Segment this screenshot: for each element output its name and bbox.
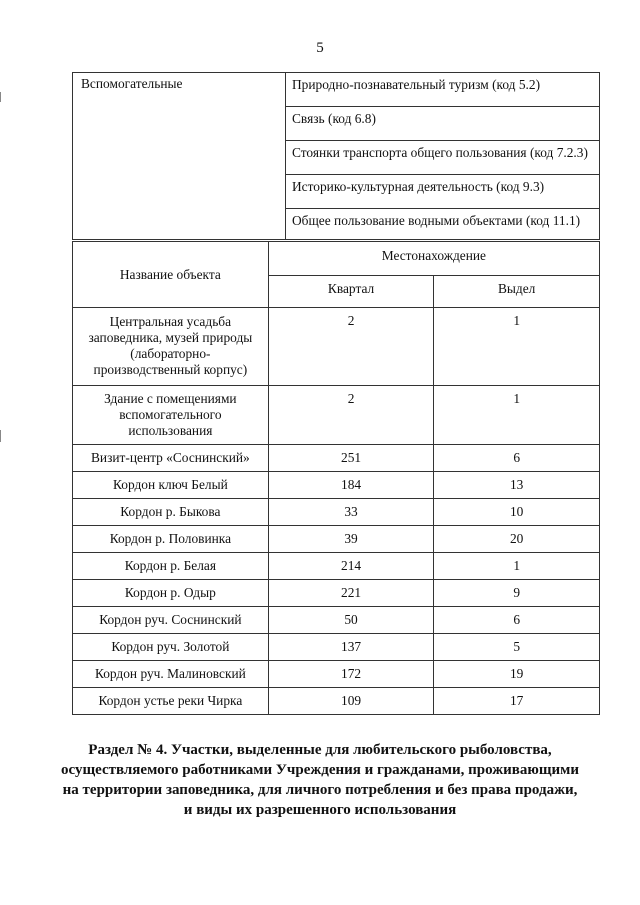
object-quarter: 251 — [268, 445, 434, 472]
object-quarter: 2 — [268, 386, 434, 445]
use-item: Общее пользование водными объектами (код 11.1) — [286, 209, 600, 240]
table-row — [73, 499, 600, 526]
object-section: 6 — [434, 445, 600, 472]
object-section: 19 — [434, 661, 600, 688]
object-quarter: 221 — [268, 580, 434, 607]
table-row — [73, 73, 600, 107]
scan-edge-mark — [0, 92, 1, 102]
table-header-row — [73, 242, 600, 276]
object-section: 9 — [434, 580, 600, 607]
object-name: Здание с помещениями вспомогательного использования — [73, 386, 269, 445]
table-row — [73, 553, 600, 580]
object-name: Кордон устье реки Чирка — [73, 688, 269, 715]
object-name: Кордон р. Половинка — [73, 526, 269, 553]
object-quarter: 137 — [268, 634, 434, 661]
use-item: Связь (код 6.8) — [286, 107, 600, 141]
table-row — [73, 688, 600, 715]
object-name: Кордон руч. Золотой — [73, 634, 269, 661]
object-name: Кордон р. Быкова — [73, 499, 269, 526]
object-name: Центральная усадьба заповедника, музей природы (лабораторно-производственный корпус) — [73, 308, 269, 386]
object-section: 10 — [434, 499, 600, 526]
object-name: Кордон р. Белая — [73, 553, 269, 580]
object-section: 1 — [434, 308, 600, 386]
object-quarter: 33 — [268, 499, 434, 526]
table-row — [73, 386, 600, 445]
object-quarter: 109 — [268, 688, 434, 715]
object-quarter: 39 — [268, 526, 434, 553]
use-group-cell: Вспомогательные — [73, 73, 286, 240]
object-section: 6 — [434, 607, 600, 634]
section-heading-line: Раздел № 4. Участки, выделенные для любительского рыболовства, — [88, 742, 552, 758]
section-heading-line: на территории заповедника, для личного потребления и без права продажи, — [62, 782, 578, 798]
object-section: 20 — [434, 526, 600, 553]
object-quarter: 184 — [268, 472, 434, 499]
use-item: Стоянки транспорта общего пользования (код 7.2.3) — [286, 141, 600, 175]
objects-table — [72, 241, 600, 715]
table-row — [73, 634, 600, 661]
object-section: 17 — [434, 688, 600, 715]
object-name: Кордон р. Одыр — [73, 580, 269, 607]
table-row — [73, 607, 600, 634]
object-section: 13 — [434, 472, 600, 499]
header-object-name: Название объекта — [73, 242, 269, 308]
section-heading-line: и виды их разрешенного использования — [183, 802, 457, 818]
object-quarter: 2 — [268, 308, 434, 386]
object-name: Визит-центр «Соснинский» — [73, 445, 269, 472]
object-section: 5 — [434, 634, 600, 661]
table-row — [73, 445, 600, 472]
header-quarter: Квартал — [268, 276, 434, 308]
table-row — [73, 472, 600, 499]
page-number: 5 — [316, 40, 324, 56]
object-quarter: 50 — [268, 607, 434, 634]
header-section: Выдел — [434, 276, 600, 308]
object-name: Кордон руч. Соснинский — [73, 607, 269, 634]
use-item: Природно-познавательный туризм (код 5.2) — [286, 73, 600, 107]
table-row — [73, 580, 600, 607]
table-row — [73, 661, 600, 688]
object-section: 1 — [434, 386, 600, 445]
header-location: Местонахождение — [268, 242, 599, 276]
object-name: Кордон руч. Малиновский — [73, 661, 269, 688]
section-heading — [60, 740, 580, 820]
object-name: Кордон ключ Белый — [73, 472, 269, 499]
object-quarter: 214 — [268, 553, 434, 580]
table-row — [73, 308, 600, 386]
object-quarter: 172 — [268, 661, 434, 688]
use-item: Историко-культурная деятельность (код 9.3) — [286, 175, 600, 209]
section-heading-line: осуществляемого работниками Учреждения и гражданами, проживающими — [60, 762, 580, 778]
table-row — [73, 526, 600, 553]
object-section: 1 — [434, 553, 600, 580]
scan-edge-mark — [0, 430, 1, 442]
permitted-uses-table — [72, 72, 600, 240]
